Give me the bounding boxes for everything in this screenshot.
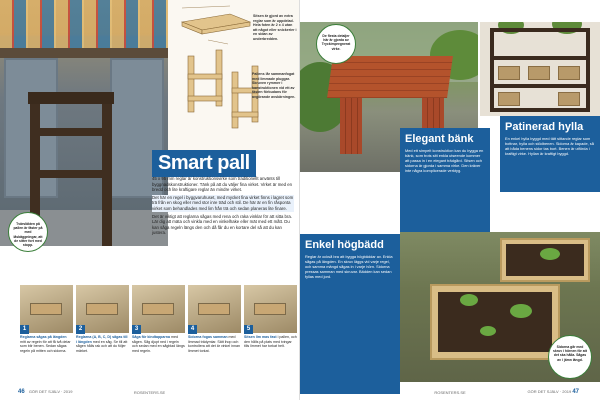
- step-title: Såga för kindtapparna: [132, 335, 170, 339]
- shelf-title: Patinerad hylla: [505, 121, 584, 133]
- step-number: 3: [132, 325, 141, 334]
- body-paragraph: Det är viktigt att reglarna sågas med rena och raka vinklar för att sitta bra. Lär dig att mäta och vinkla med en vinkelhake eller mät med ett mått. Du kan såga regeln längs den och då får du en kortare del så att du kan justera.: [152, 213, 292, 236]
- kitchen-stool-photo: [0, 0, 168, 246]
- step-caption: [76, 335, 129, 353]
- step-caption: [244, 335, 297, 349]
- page-folio: [528, 389, 582, 395]
- body-paragraph: 45 x 95 mm reglar är konstruktionsvirke som traditionellt använts till byggnadskonstruktioner. Tänk på att du väljer fina virket. Virket är med en bredd och lite kraftigare reglar än mindre virket.: [152, 176, 293, 193]
- step-text: med en såg. Se till att sågen hålls rak och att du följer märket.: [76, 339, 128, 353]
- folio-center: ROSENTERS.SE: [133, 390, 166, 395]
- counter-top: [0, 48, 168, 58]
- step-text: med sågen. Såg djupt ned i regeln och sedan med en sågblad längs med regeln.: [132, 335, 185, 353]
- box-title: Enkel högbädd: [305, 239, 384, 251]
- folio-center: ROSENTERS.SE: [434, 390, 466, 395]
- bench-title: Elegant bänk: [405, 133, 474, 145]
- article-body: [152, 176, 294, 238]
- folio-text: GÖR DET SJÄLV · 2019: [527, 389, 572, 394]
- step-number: 4: [188, 325, 197, 334]
- article-headline: Smart pall: [152, 150, 256, 177]
- basket: [498, 66, 520, 80]
- tip-bubble: De flesta detaljer här är gjorda av Tryckimpregnerat virke.: [316, 24, 356, 64]
- shelf-panel: [500, 116, 600, 192]
- basket: [498, 92, 520, 106]
- shelf-text: En enkel hylla byggd med tätt sittande reglar som bottnar, hylla och stödbenen. Sidorna är kapade, så att båda benens sidor tas bort. Benen är utförda i kraftigt virke. Hyllan är kraftigt byggd.: [505, 136, 594, 156]
- shelf-photo: [480, 22, 600, 116]
- step-caption: [20, 335, 73, 353]
- step-number: 5: [244, 325, 253, 334]
- right-page: [300, 0, 600, 400]
- soil: [438, 292, 552, 352]
- annotation-seat: Sitsen är gjord av extra reglar som är uppdelad. Hela foten är 2 x 4 utan att något eller snickerier i en sidan av underbredden.: [253, 14, 297, 41]
- step-item: [20, 285, 73, 381]
- page-number: 47: [572, 389, 579, 395]
- step-text: i pallen, och den hålls på plats med tvingar tills limmet har torkat helt.: [244, 335, 297, 349]
- step-number: 2: [76, 325, 85, 334]
- page-number: 46: [18, 389, 25, 395]
- stool-rung: [30, 128, 112, 136]
- step-item: [188, 285, 241, 381]
- basket: [558, 66, 580, 80]
- step-text: mitt av regeln för att få två delar som blir benen. Sedan sågas regeln på mitten och sidorna.: [20, 339, 71, 353]
- step-item: [132, 285, 185, 381]
- plant-leaf: [510, 304, 532, 318]
- step-title: Sitsen lim mas fast: [244, 335, 277, 339]
- step-title: Reglarna (A, B, C, D) sågas till i längden: [76, 335, 128, 344]
- plant-leaf: [540, 248, 560, 260]
- plant-leaf: [480, 326, 496, 336]
- step-text: med limmad trädymlar. Sätt ihop och kontrollera att det är vinkel innan limmet torkat.: [188, 335, 240, 353]
- raised-bed-panel: [300, 234, 400, 394]
- bench-panel: [400, 128, 490, 234]
- plant-leaf: [460, 294, 478, 306]
- box-text: Reglar är också bra att bygga högbäddar av. Enkla sågas på längden. En skruv läggs vid varje regel, och samma mängd sågas in i varje hörn. Sidorna pressas samman med skruvar. Bädden kan sedan fyllas med jord.: [305, 254, 393, 279]
- basket: [528, 66, 550, 80]
- step-number: 1: [20, 325, 29, 334]
- tip-bubble: Sidorna går med skruv i hörnen för att det ska hålla. Sågas av i jämn längd.: [548, 335, 592, 379]
- bench-seat: [327, 56, 453, 98]
- step-item: [244, 285, 297, 381]
- shelf-board: [490, 56, 590, 60]
- stool-seat: [28, 92, 114, 104]
- stool-rung: [30, 170, 112, 178]
- bench-text: Med ett simpelt konstruktion kan du bygga en bänk, som trots sitt enkla utseende kommer att passa in i en elegant trädgård. Sitsen och sidorna är gjorda i samma virke. Den kräver inte några komplicerade verktyg.: [405, 148, 484, 173]
- shelf-board: [490, 84, 590, 88]
- step-strip: [20, 285, 298, 381]
- body-paragraph: Det här en regel i byggvaruhuset, med mycket fina virket finns i lagret som trä från en skog eller med stor inre träd och stil. De här är en fin råsponta virket som behandlades med lim från trä och sedan planeras lite finare.: [152, 194, 294, 211]
- step-title: Sidorna fogas samman: [188, 335, 228, 339]
- tip-bubble: Tvärsläkten på pallen är fäster på med låsbäggningar, att de sitter fort med stopp.: [8, 212, 48, 252]
- folio-text: GÖR DET SJÄLV · 2019: [28, 389, 73, 394]
- annotation-joints: Pallens lår sammanfogat med limmade pluggar. Skruven rymmer i konstruktionen vid ett av fästen förbudans för avgörande avskärningen.: [252, 72, 296, 99]
- step-caption: [132, 335, 185, 353]
- step-title: Reglarna sågas på längden: [20, 335, 67, 339]
- tile-backsplash: [0, 0, 168, 48]
- basket: [558, 92, 580, 106]
- step-item: [76, 285, 129, 381]
- step-caption: [188, 335, 241, 353]
- bench-leg: [340, 98, 362, 154]
